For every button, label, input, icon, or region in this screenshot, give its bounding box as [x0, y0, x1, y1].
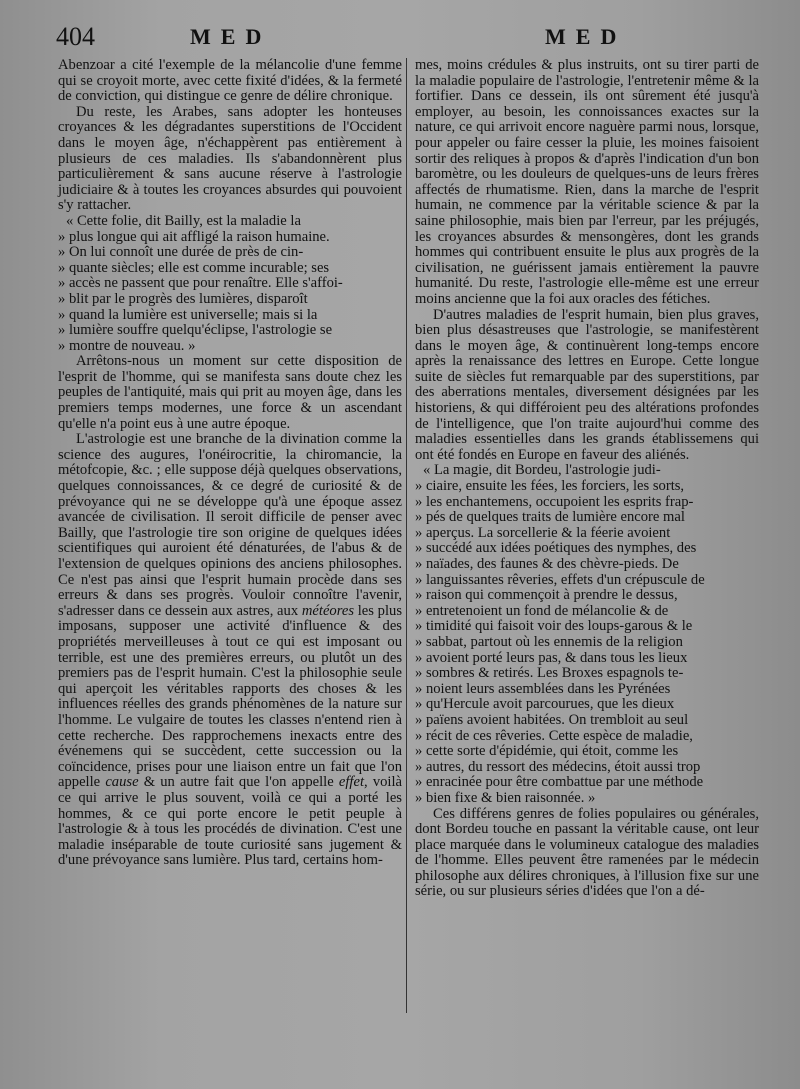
quote-line: » païens avoient habitées. On trembloit au seul	[415, 711, 689, 728]
quote-line: » noient leurs assemblées dans les Pyrénées	[415, 680, 671, 697]
quote-line: » enracinée pour être combattue par une méthode	[415, 774, 704, 791]
quote-line: » accès ne passent que pour renaître. Elle s'affoi-	[58, 275, 343, 292]
quote-line: » sombres & retirés. Les Broxes espagnols te-	[415, 665, 684, 682]
bailly-quote	[58, 214, 402, 354]
running-head-right: MED	[545, 24, 627, 49]
text-run: les plus imposans, supposer une activité d'influence & des propriétés merveilleuses à tout ce qui est imposant ou terrible, est une des premières erreurs, ou plutôt un des premiers pas de l'esprit humain. C'est la philosophie seule qui aperçoit les véritables rapports des choses & les influences réelles des grands phénomènes de la nature sur l'homme. Le vulgaire de toutes les classes n'entend rien à cette recherche. Des rapprochemens inexacts entre des événemens qui se succèdent, cette succession ou la coïncidence, prises pour une liaison entre un fait que l'on appelle	[58, 602, 403, 791]
quote-line: » pés de quelques traits de lumière encore mal	[415, 509, 685, 526]
paragraph: Abenzoar a cité l'exemple de la mélancolie d'une femme qui se croyoit morte, avec cette fixité d'idées, & la fermeté de conviction, qui distingue ce genre de délire chronique.	[58, 57, 402, 105]
quote-line: » autres, du ressort des médecins, étoit aussi trop	[415, 758, 701, 775]
column-divider	[406, 58, 407, 1013]
paragraph: D'autres maladies de l'esprit humain, bien plus graves, bien plus désastreuses que l'astrologie, se manifestèrent dans le moyen âge, & continuèrent long-temps encore après la renaissance des lettres en Europe. Cette longue suite de siècles fut remarquable par des superstitions, par des aberrations mentales, diversement désignées par les historiens, & qui différoient peu des altérations profondes de l'intelligence, que l'on traite aujourd'hui comme des maladies essentielles dans les grands établissemens qui ont été fondés en Europe en faveur des aliénés.	[415, 306, 759, 463]
quote-line: » cette sorte d'épidémie, qui étoit, comme les	[415, 743, 679, 760]
page-header	[0, 22, 800, 56]
italic-term: effet	[338, 774, 365, 791]
text-run: , voilà ce qui arrive le plus souvent, voilà ce qui a porté les hommes, & ce qui porte encore le petit peuple à l'astrologie & à tous les procédés de divination. C'est une maladie inséparable de toute curiosité sans jugement & d'une prévoyance sans lumière. Plus tard, certains hom-	[58, 774, 403, 869]
quote-line: » languissantes rêveries, effets d'un crépuscule de	[415, 571, 705, 588]
quote-line: » succédé aux idées poétiques des nymphes, des	[415, 540, 697, 557]
quote-line: » quand la lumière est universelle; mais si la	[58, 306, 318, 323]
quote-line: » les enchantemens, occupoient les esprits frap-	[415, 493, 694, 510]
running-head-left: MED	[190, 24, 272, 49]
quote-line: « La magie, dit Bordeu, l'astrologie judi-	[423, 462, 661, 479]
text-run: & un autre fait que l'on appelle	[143, 774, 334, 791]
quote-line: » raison qui commençoit à prendre le dessus,	[415, 587, 678, 604]
quote-line: » avoient porté leurs pas, & dans tous les lieux	[415, 649, 688, 666]
quote-line: « Cette folie, dit Bailly, est la maladie la	[66, 212, 301, 229]
quote-line: » bien fixe & bien raisonnée. »	[415, 789, 596, 806]
left-column	[58, 58, 402, 869]
italic-term: météores	[301, 602, 355, 619]
quote-line: » blit par le progrès des lumières, disparoît	[58, 290, 308, 307]
quote-line: » qu'Hercule avoit parcourues, que les dieux	[415, 696, 675, 713]
paragraph: Ces différens genres de folies populaires ou générales, dont Bordeu touche en passant la véritable cause, ont leur place marquée dans le volumineux catalogue des maladies de l'homme. Elles peuvent être ramenées par le médecin philosophe aux délires chroniques, à l'illusion fixe sur une série, ou sur plusieurs séries d'idées que l'on a dé-	[415, 805, 759, 900]
italic-term: cause	[105, 774, 139, 791]
quote-line: » ciaire, ensuite les fées, les forciers, les sorts,	[415, 478, 685, 495]
quote-line: » plus longue qui ait affligé la raison humaine.	[58, 228, 330, 245]
quote-line: » récit de ces rêveries. Cette espèce de maladie,	[415, 727, 693, 744]
quote-line: » entretenoient un fond de mélancolie & de	[415, 602, 669, 619]
bordeu-quote	[415, 463, 759, 806]
quote-line: » montre de nouveau. »	[58, 337, 196, 354]
paragraph: Du reste, les Arabes, sans adopter les honteuses croyances & les dégradantes superstitions de l'Occident dans le moyen âge, n'échappèrent pas entièrement à plusieurs de ces maladies. Ils s'abandonnèrent plus particulièrement & sans aucune réserve à l'astrologie judiciaire & à toutes les croyances absurdes qui pouvoient s'y rattacher.	[58, 103, 402, 214]
quote-line: » timidité qui faisoit voir des loups-garous & le	[415, 618, 693, 635]
quote-line: » aperçus. La sorcellerie & la féerie avoient	[415, 524, 671, 541]
quote-line: » lumière souffre quelqu'éclipse, l'astrologie se	[58, 322, 333, 339]
page-number: 404	[56, 22, 95, 51]
quote-line: » On lui connoît une durée de près de cin-	[58, 244, 304, 261]
quote-line: » quante siècles; elle est comme incurable; ses	[58, 259, 330, 276]
quote-line: » naïades, des faunes & des chèvre-pieds. De	[415, 556, 679, 572]
right-column	[415, 58, 759, 900]
paragraph	[58, 432, 402, 869]
quote-line: » sabbat, partout où les ennemis de la religion	[415, 633, 683, 650]
paragraph: Arrêtons-nous un moment sur cette disposition de l'esprit de l'homme, qui se manifesta sans doute chez les peuples de l'antiquité, mais qui prit au moyen âge, dans les premiers temps modernes, une force & un ascendant qu'elle n'a point eus à une autre époque.	[58, 353, 402, 432]
paragraph: mes, moins crédules & plus instruits, ont su tirer parti de la maladie populaire de l'astrologie, l'entretenir même & la fortifier. Dans ce dessein, ils ont sûrement été jusqu'à employer, au besoin, les connoissances exactes sur la nature, ce qui arrivoit encore naguère parmi nous, lorsque, pour appeler ou faire cesser la pluie, les moines faisoient sortir des reliques à propos & d'après l'indication d'un bon baromètre, ou les douleurs de quelques-uns de leurs frères affectés de rhumatisme. Rien, dans la marche de l'esprit humain, ne commence par la véritable science & par la saine philosophie, mais bien par l'erreur, par les préjugés, les croyances absurdes & mensongères, dont les grands hommes qui contribuent ensuite le plus aux progrès de la civilisation, ne guérissent jamais entièrement la pauvre humanité. Du reste, l'astrologie elle-même est une erreur moins ancienne que la foi aux oracles des fétiches.	[415, 57, 759, 307]
text-run: L'astrologie est une branche de la divination comme la science des augures, l'onéirocritie, la chiromancie, la métofcopie, &c. ; elle suppose déjà quelques observations, quelques connoissances, & ce degré de curiosité & de prévoyance qui ne se développe qu'à une époque assez avancée de civilisation. Il seroit difficile de penser avec Bailly, que l'astrologie tire son origine de quelques idées scientifiques qui auroient été dénaturées, de l'abus & de l'extension de quelques opinions des anciens philosophes. Ce n'est pas ainsi que l'esprit humain procède dans ses erreurs & dans ses progrès. Vouloir connoître l'avenir, s'adresser dans ce dessein aux astres, aux	[58, 431, 402, 619]
